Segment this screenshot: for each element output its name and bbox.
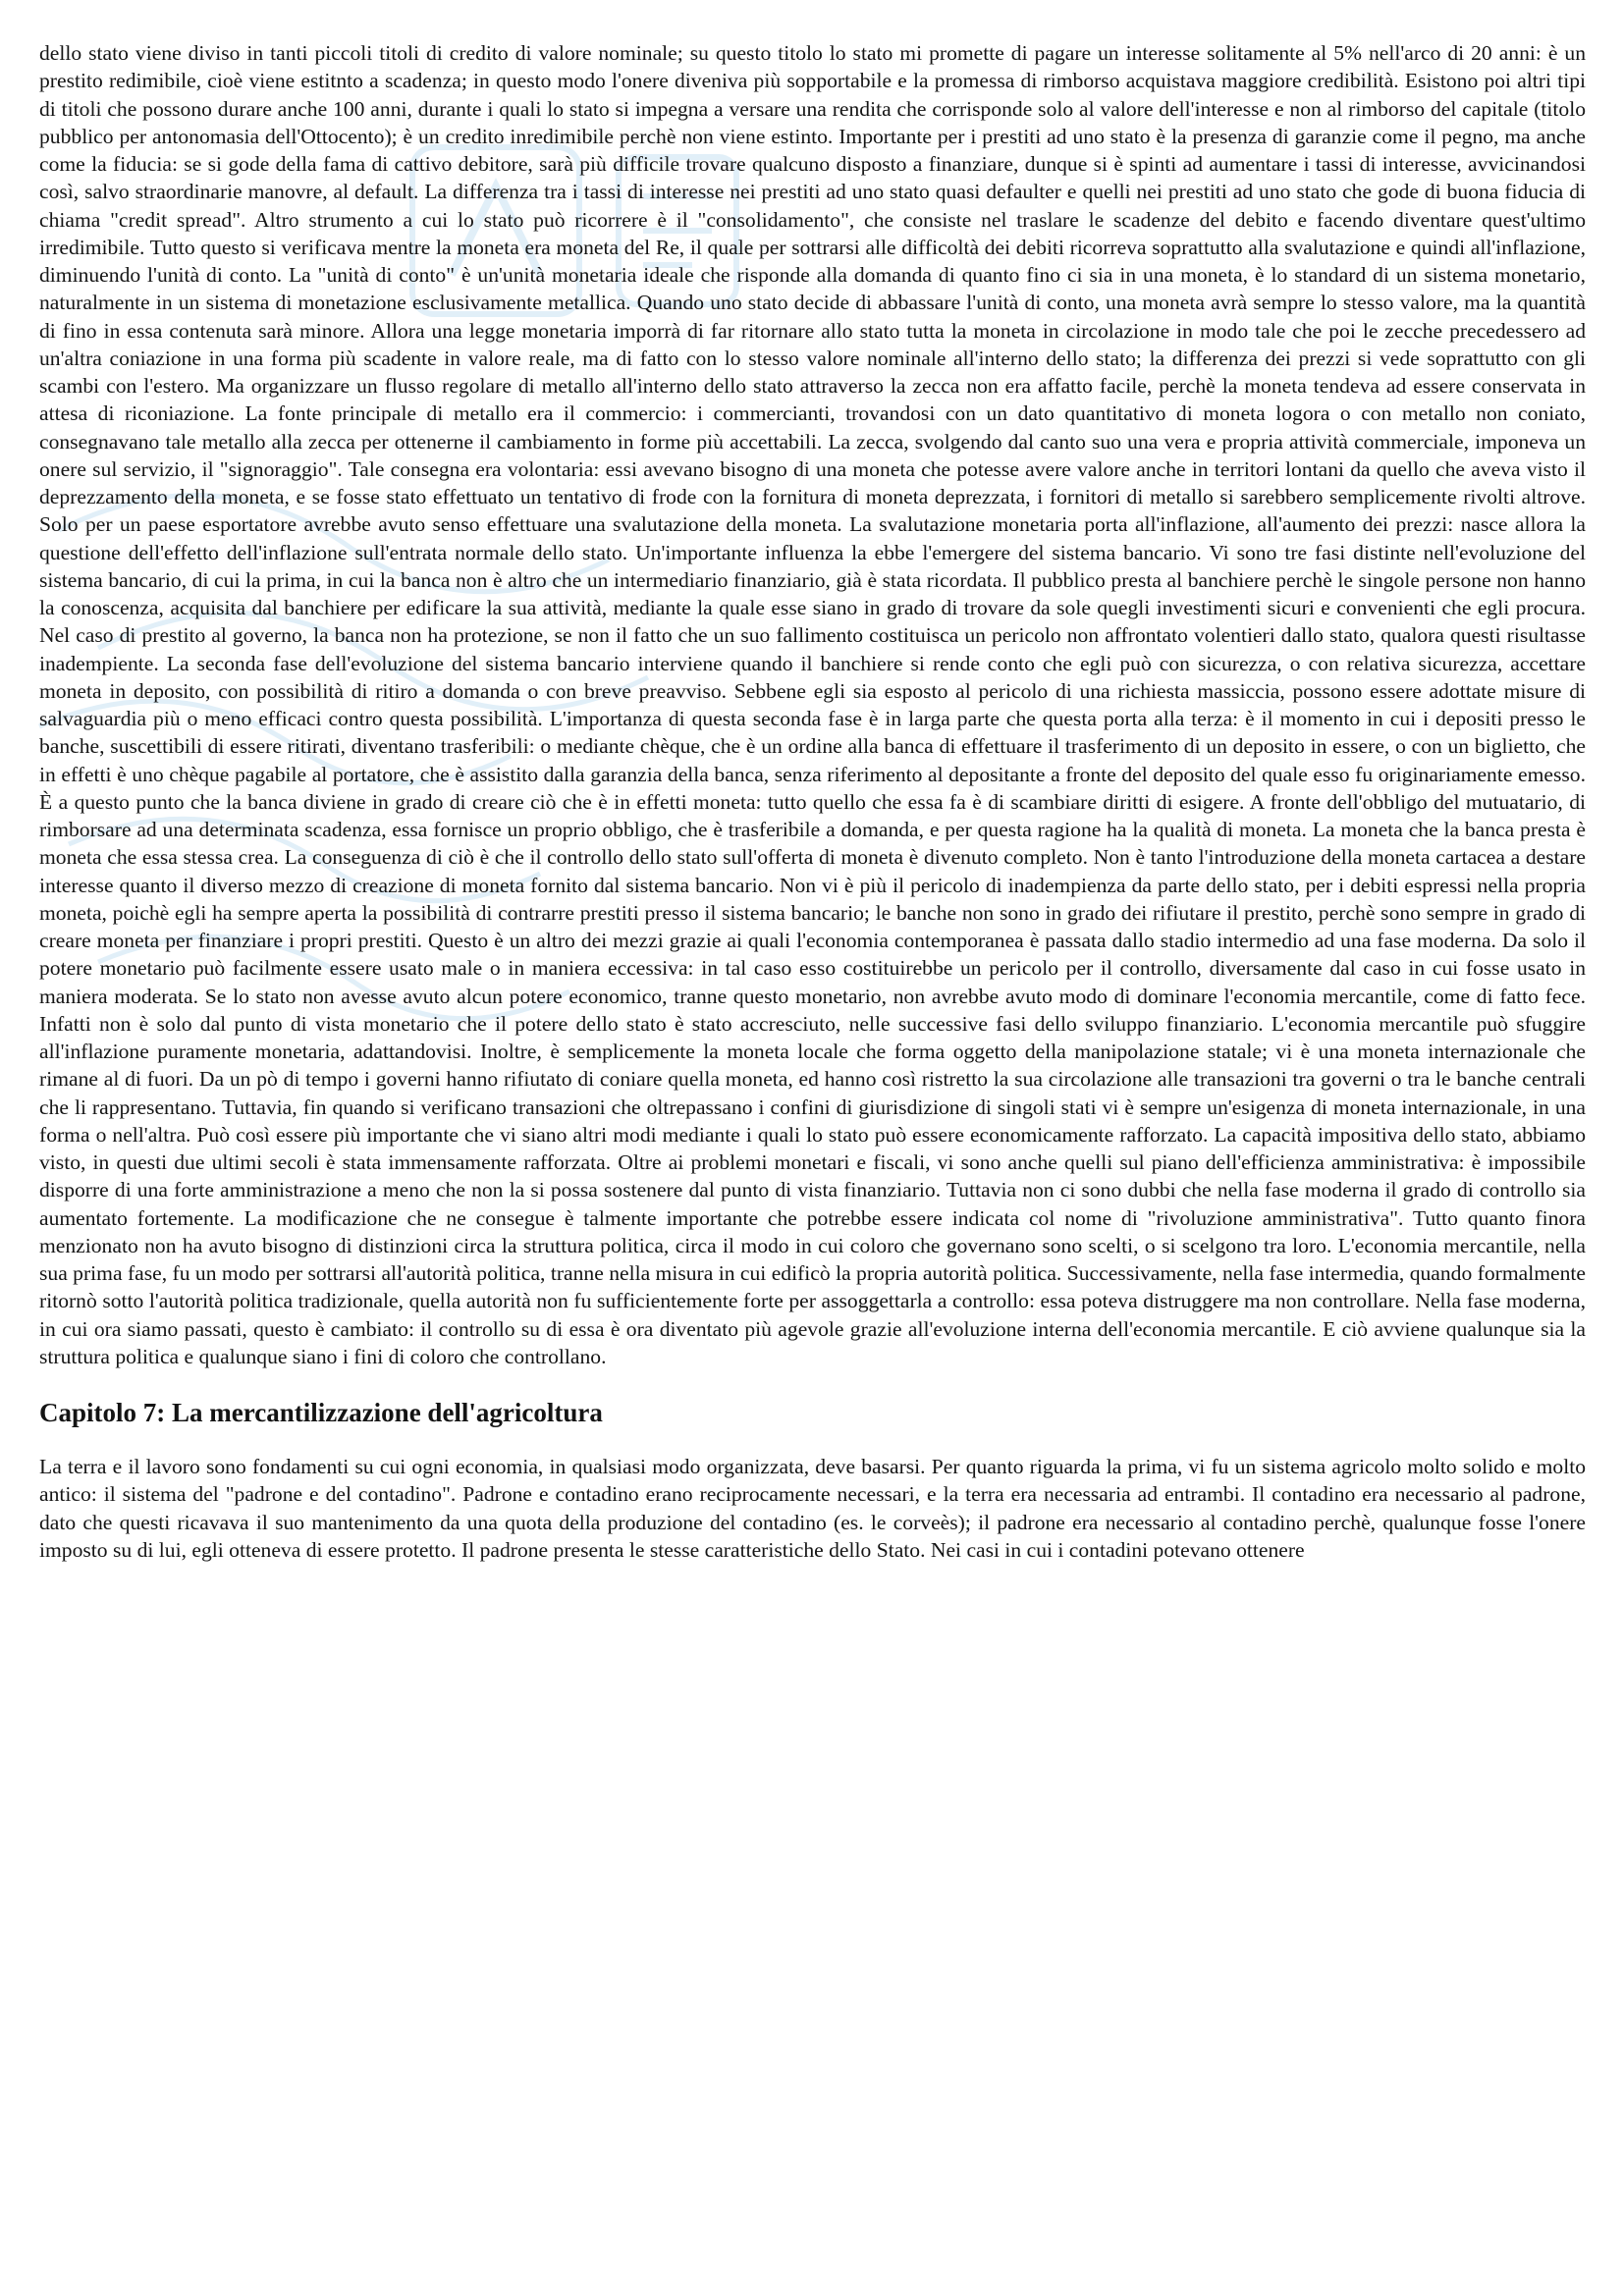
- body-paragraph-chapter-7: La terra e il lavoro sono fondamenti su cui ogni economia, in qualsiasi modo organizzata, deve basarsi. Per quanto riguarda la prima, vi fu un sistema agricolo molto solido e molto antico: il sistema del "padrone e del contadino". Padrone e contadino erano reciprocamente necessari, e la terra era necessaria ad entrambi. Il contadino era necessario al padrone, dato che questi ricavava il suo mantenimento da una quota della produzione del contadino (es. le corveès); il padrone era necessario al contadino perchè, qualunque fosse l'onere imposto su di lui, egli otteneva di essere protetto. Il padrone presenta le stesse caratteristiche dello Stato. Nei casi in cui i contadini potevano ottenere: [39, 1455, 1586, 1562]
- document-body: [39, 39, 1586, 1564]
- body-paragraph: dello stato viene diviso in tanti piccoli titoli di credito di valore nominale; su questo titolo lo stato mi promette di pagare un interesse solitamente al 5% nell'arco di 20 anni: è un prestito redimibile, cioè viene estitnto a scadenza; in questo modo l'onere diveniva più sopportabile e la promessa di rimborso acquistava maggiore credibilità. Esistono poi altri tipi di titoli che possono durare anche 100 anni, durante i quali lo stato si impegna a versare una rendita che corrisponde solo al valore dell'interesse e non al rimborso del capitale (titolo pubblico per antonomasia dell'Ottocento); è un credito inredimibile perchè non viene estinto. Importante per i prestiti ad uno stato è la presenza di garanzie come il pegno, ma anche come la fiducia: se si gode della fama di cattivo debitore, sarà più difficile trovare qualcuno disposto a finanziare, dunque si è spinti ad aumentare i tassi di interesse, avvicinandosi così, salvo straordinarie manovre, al default. La differenza tra i tassi di interesse nei prestiti ad uno stato quasi defaulter e quelli nei prestiti ad uno stato che gode di buona fiducia di chiama "credit spread". Altro strumento a cui lo stato può ricorrere è il "consolidamento", che consiste nel traslare le scadenze del debito e facendo diventare quest'ultimo irredimibile. Tutto questo si verificava mentre la moneta era moneta del Re, il quale per sottrarsi alle difficoltà dei debiti ricorreva soprattutto alla svalutazione e quindi all'inflazione, diminuendo l'unità di conto. La "unità di conto" è un'unità monetaria ideale che risponde alla domanda di quanto fino ci sia in una moneta, è lo standard di un sistema monetario, naturalmente in un sistema di monetazione esclusivamente metallica. Quando uno stato decide di abbassare l'unità di conto, una moneta avrà sempre lo stesso valore, ma la quantità di fino in essa contenuta sarà minore. Allora una legge monetaria imporrà di far ritornare allo stato tutta la moneta in circolazione in modo tale che poi le zecche precedessero ad un'altra coniazione in una forma più scadente in valore reale, ma di fatto con lo stesso valore nominale all'interno dello stato; la differenza dei prezzi si vede soprattutto con gli scambi con l'estero. Ma organizzare un flusso regolare di metallo all'interno dello stato attraverso la zecca non era affatto facile, perchè la moneta tendeva ad essere conservata in attesa di riconiazione. La fonte principale di metallo era il commercio: i commercianti, trovandosi con un dato quantitativo di moneta logora o con metallo non coniato, consegnavano tale metallo alla zecca per ottenerne il cambiamento in forme più accettabili. La zecca, svolgendo dal canto suo una vera e propria attività commerciale, imponeva un onere sul servizio, il "signoraggio". Tale consegna era volontaria: essi avevano bisogno di una moneta che potesse avere valore anche in territori lontani da quello che aveva visto il deprezzamento della moneta, e se fosse stato effettuato un tentativo di frode con la fornitura di moneta deprezzata, i fornitori di metallo si sarebbero semplicemente rivolti altrove. Solo per un paese esportatore avrebbe avuto senso effettuare una svalutazione della moneta. La svalutazione monetaria porta all'inflazione, all'aumento dei prezzi: nasce allora la questione dell'effetto dell'inflazione sull'entrata normale dello stato. Un'importante influenza la ebbe l'emergere del sistema bancario. Vi sono tre fasi distinte nell'evoluzione del sistema bancario, di cui la prima, in cui la banca non è altro che un intermediario finanziario, già è stata ricordata. Il pubblico presta al banchiere perchè le singole persone non hanno la conoscenza, acquisita dal banchiere per edificare la sua attività, mediante la quale esse siano in grado di trovare da sole quegli investimenti sicuri e convenienti che egli procura. Nel caso di prestito al governo, la banca non ha protezione, se non il fatto che un suo fallimento costituisca un pericolo non affrontato volentieri dallo stato, qualora questi risultasse inadempiente. La seconda fase dell'evoluzione del sistema bancario interviene quando il banchiere si rende conto che egli può con sicurezza, o con relativa sicurezza, accettare moneta in deposito, con possibilità di ritiro a domanda o con breve preavviso. Sebbene egli sia esposto al pericolo di una richiesta massiccia, possono essere adottate misure di salvaguardia più o meno efficaci contro questa possibilità. L'importanza di questa seconda fase è in larga parte che questa porta alla terza: è il momento in cui i depositi presso le banche, suscettibili di essere ritirati, diventano trasferibili: o mediante chèque, che è un ordine alla banca di effettuare il trasferimento di un deposito in essere, o con un biglietto, che in effetti è uno chèque pagabile al portatore, che è assistito dalla garanzia della banca, senza riferimento al depositante a fronte del deposito del quale esso fu originariamente emesso. È a questo punto che la banca diviene in grado di creare ciò che è in effetti moneta: tutto quello che essa fa è di scambiare diritti di esigere. A fronte dell'obbligo del mutuatario, di rimborsare ad una determinata scadenza, essa fornisce un proprio obbligo, che è trasferibile a domanda, e per questa ragione ha la qualità di moneta. La moneta che la banca presta è moneta che essa stessa crea. La conseguenza di ciò è che il controllo dello stato sull'offerta di moneta è divenuto completo. Non è tanto l'introduzione della moneta cartacea a destare interesse quanto il diverso mezzo di creazione di moneta fornito dal sistema bancario. Non vi è più il pericolo di inadempienza da parte dello stato, per i debiti espressi nella propria moneta, poichè egli ha sempre aperta la possibilità di contrarre prestiti presso il sistema bancario; le banche non sono in grado dei rifiutare il prestito, perchè sono sempre in grado di creare moneta per finanziare i propri prestiti. Questo è un altro dei mezzi grazie ai quali l'economia contemporanea è passata dallo stadio intermedio ad una fase moderna. Da solo il potere monetario può facilmente essere usato male o in maniera eccessiva: in tal caso esso costituirebbe un pericolo per il controllo, diversamente dal caso in cui fosse usato in maniera moderata. Se lo stato non avesse avuto alcun potere economico, tranne questo monetario, non avrebbe avuto modo di dominare l'economia mercantile, come di fatto fece. Infatti non è solo dal punto di vista monetario che il potere dello stato è stato accresciuto, nelle successive fasi dello sviluppo finanziario. L'economia mercantile può sfuggire all'inflazione puramente monetaria, adattandovisi. Inoltre, è semplicemente la moneta locale che forma oggetto della manipolazione statale; vi è una moneta internazionale che rimane al di fuori. Da un pò di tempo i governi hanno rifiutato di coniare quella moneta, ed hanno così ristretto la sua circolazione alle transazioni tra governi o tra le banche centrali che li rappresentano. Tuttavia, fin quando si verificano transazioni che oltrepassano i confini di giurisdizione di singoli stati vi è sempre un'esigenza di moneta internazionale, in una forma o nell'altra. Può così essere più importante che vi siano altri modi mediante i quali lo stato può essere economicamente rafforzato. La capacità impositiva dello stato, abbiamo visto, in questi due ultimi secoli è stata immensamente rafforzata. Oltre ai problemi monetari e fiscali, vi sono anche quelli sul piano dell'efficienza amministrativa: è impossibile disporre di una forte amministrazione a meno che non la si possa sostenere dal punto di vista finanziario. Tuttavia non ci sono dubbi che nella fase moderna il grado di controllo sia aumentato fortemente. La modificazione che ne consegue è talmente importante che potrebbe essere indicata col nome di "rivoluzione amministrativa". Tutto quanto finora menzionato non ha avuto bisogno di distinzioni circa la struttura politica, circa il modo in cui coloro che governano sono scelti, o si scelgono tra loro. L'economia mercantile, nella sua prima fase, fu un modo per sottrarsi all'autorità politica, tranne nella misura in cui edificò la propria autorità politica. Successivamente, nella fase intermedia, quando formalmente ritornò sotto l'autorità politica tradizionale, quella autorità non fu sufficientemente forte per assoggettarla a controllo: essa poteva distruggere ma non controllare. Nella fase moderna, in cui ora siamo passati, questo è cambiato: il controllo su di essa è ora diventato più agevole grazie all'evoluzione interna dell'economia mercantile. E ciò avviene qualunque sia la struttura politica e qualunque siano i fini di coloro che controllano.: [39, 41, 1586, 1368]
- chapter-heading: Capitolo 7: La mercantilizzazione dell'agricoltura: [39, 1398, 603, 1427]
